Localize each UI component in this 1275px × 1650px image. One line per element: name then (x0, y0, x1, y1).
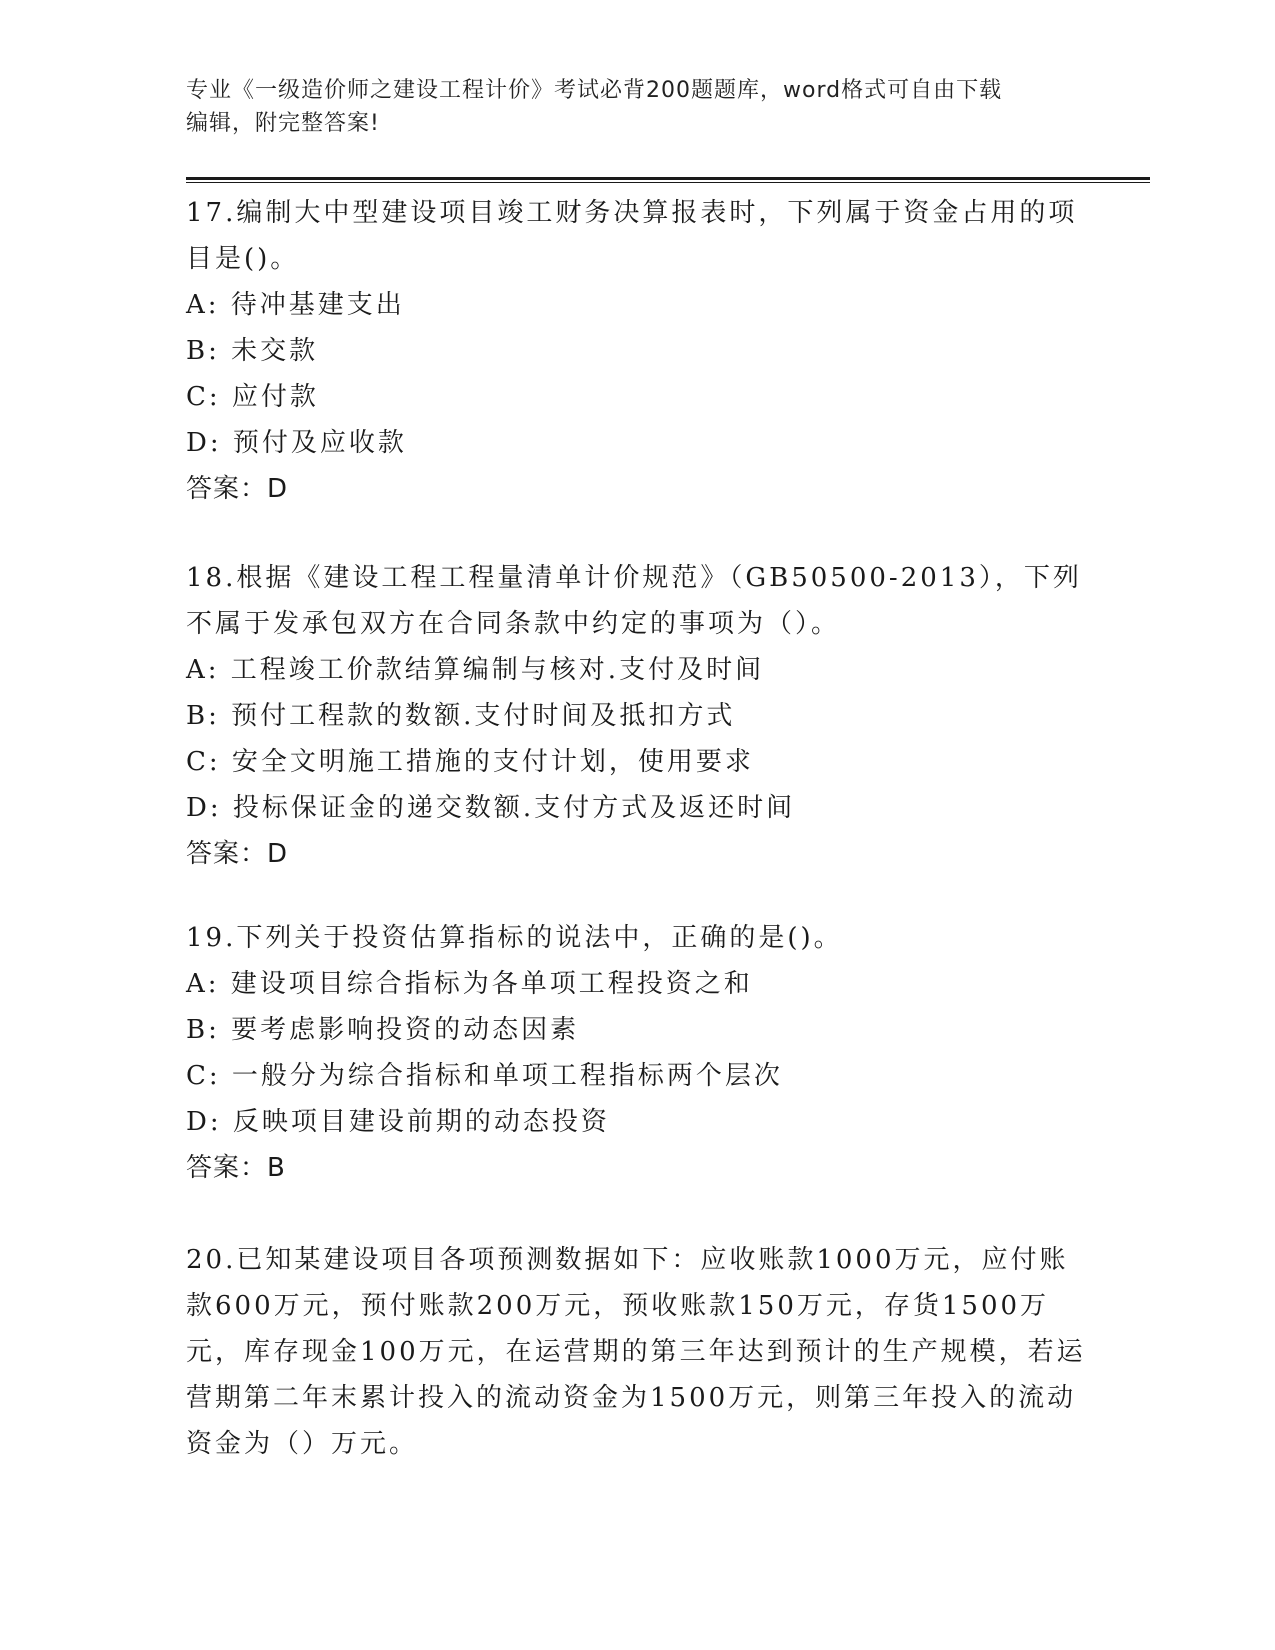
question-20 (186, 1237, 1086, 1467)
header-intro-line-1: 专业《一级造价师之建设工程计价》考试必背200题题库，word格式可自由下载 (186, 78, 1003, 103)
option-a: A: 建设项目综合指标为各单项工程投资之和 (186, 969, 753, 999)
option-b: B: 未交款 (186, 336, 319, 366)
question-18 (186, 555, 1086, 877)
option-c: C: 应付款 (186, 382, 319, 412)
document-header (186, 74, 1066, 140)
question-stem: 19.下列关于投资估算指标的说法中，正确的是()。 (186, 923, 843, 953)
option-c: C: 一般分为综合指标和单项工程指标两个层次 (186, 1061, 783, 1091)
question-17 (186, 190, 1086, 512)
answer-line: 答案：B (186, 1153, 286, 1183)
option-a: A: 待冲基建支出 (186, 290, 405, 320)
option-b: B: 要考虑影响投资的动态因素 (186, 1015, 580, 1045)
question-stem: 18.根据《建设工程工程量清单计价规范》（GB50500-2013），下列不属于发承包双方在合同条款中约定的事项为（）。 (186, 563, 1082, 639)
option-a: A: 工程竣工价款结算编制与核对.支付及时间 (186, 655, 765, 685)
question-stem: 17.编制大中型建设项目竣工财务决算报表时，下列属于资金占用的项目是()。 (186, 198, 1078, 274)
answer-line: 答案：D (186, 839, 289, 869)
option-b: B: 预付工程款的数额.支付时间及抵扣方式 (186, 701, 736, 731)
option-d: D: 反映项目建设前期的动态投资 (186, 1107, 610, 1137)
header-intro-line-2: 编辑，附完整答案! (186, 111, 380, 136)
option-d: D: 预付及应收款 (186, 428, 407, 458)
header-divider-thin (186, 182, 1150, 183)
option-d: D: 投标保证金的递交数额.支付方式及返还时间 (186, 793, 796, 823)
question-19 (186, 915, 1086, 1191)
header-divider-thick (186, 177, 1150, 180)
answer-line: 答案：D (186, 474, 289, 504)
question-stem: 20.已知某建设项目各项预测数据如下：应收账款1000万元，应付账款600万元，预付账款200万元，预收账款150万元，存货1500万元，库存现金100万元，在运营期的第三年达到预计的生产规模，若运营期第二年末累计投入的流动资金为1500万元，则第三年投入的流动资金为（）万元。 (186, 1245, 1086, 1459)
option-c: C: 安全文明施工措施的支付计划，使用要求 (186, 747, 754, 777)
